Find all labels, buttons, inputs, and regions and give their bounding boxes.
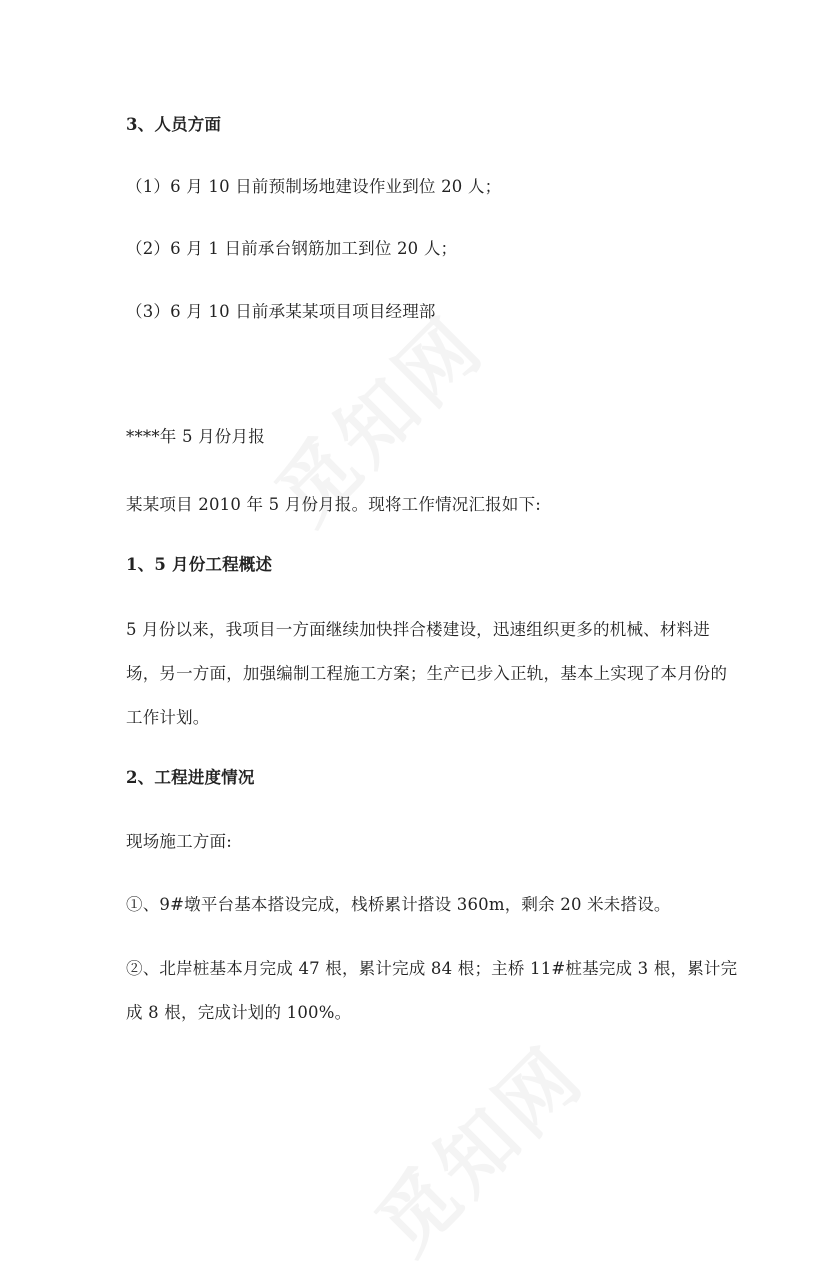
report-title: ****年 5 月份月报 [126, 427, 265, 446]
watermark-text [347, 1017, 604, 1274]
progress-item-2: ②、北岸桩基本月完成 47 根，累计完成 84 根；主桥 11#桩基完成 3 根，累计完成 8 根，完成计划的 100%。 [126, 959, 738, 1022]
progress-item-1: ①、9#墩平台基本搭设完成，栈桥累计搭设 360m，剩余 20 米未搭设。 [126, 895, 671, 914]
section1-heading: 1、5 月份工程概述 [126, 555, 273, 574]
section3-item-2: （2）6 月 1 日前承台钢筋加工到位 20 人； [126, 239, 458, 258]
section2-heading: 2、工程进度情况 [126, 768, 255, 787]
report-intro: 某某项目 2010 年 5 月份月报。现将工作情况汇报如下: [126, 495, 542, 514]
site-construction-label: 现场施工方面: [126, 832, 232, 851]
section3-heading: 3、人员方面 [126, 115, 222, 134]
section3-item-1: （1）6 月 10 日前预制场地建设作业到位 20 人； [126, 177, 502, 196]
section1-body: 5 月份以来，我项目一方面继续加快拌合楼建设，迅速组织更多的机械、材料进场，另一方面，加强编制工程施工方案；生产已步入正轨，基本上实现了本月份的工作计划。 [126, 620, 728, 727]
section3-item-3: （3）6 月 10 日前承某某项目项目经理部 [126, 302, 436, 321]
